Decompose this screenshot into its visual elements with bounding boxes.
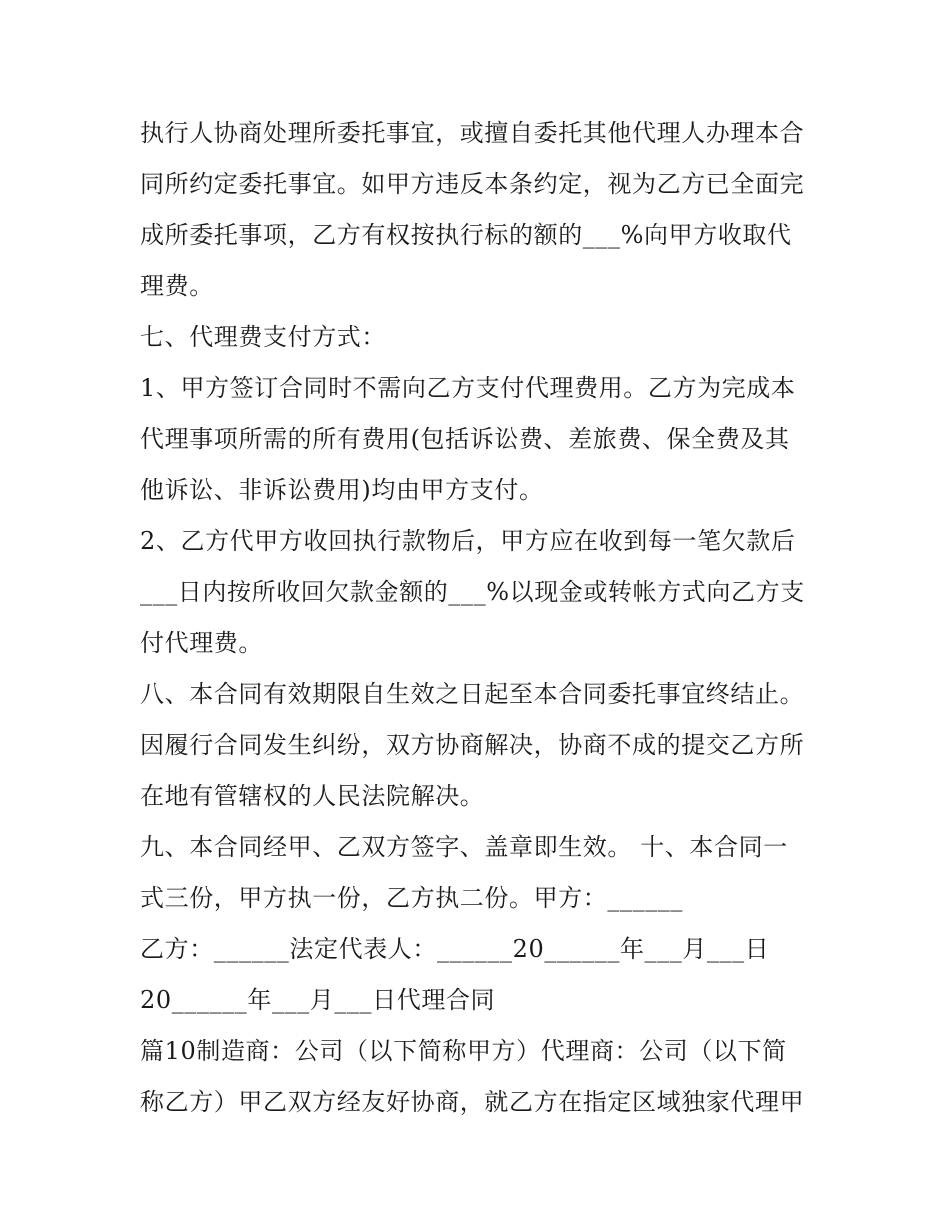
text-line: 篇10制造商：公司（以下简称甲方）代理商：公司（以下简 xyxy=(140,1037,787,1065)
text-line: 2、乙方代甲方收回执行款物后，甲方应在收到每一笔欠款后 xyxy=(140,527,796,555)
text-line: 称乙方）甲乙双方经友好协商，就乙方在指定区域独家代理甲 xyxy=(140,1088,805,1116)
text-line: ___日内按所收回欠款金额的___%以现金或转帐方式向乙方支 xyxy=(140,578,805,606)
text-line: 成所委托事项，乙方有权按执行标的额的___%向甲方收取代 xyxy=(140,221,792,249)
text-line: 八、本合同有效期限自生效之日起至本合同委托事宜终结止。 xyxy=(140,680,805,708)
text-line: 执行人协商处理所委托事宜，或擅自委托其他代理人办理本合 xyxy=(140,119,805,147)
signature-line: 乙方：______法定代表人：______20______年___月___日 xyxy=(140,935,770,963)
text-line: 代理事项所需的所有费用(包括诉讼费、差旅费、保全费及其 xyxy=(140,425,790,453)
document-body xyxy=(140,108,820,1128)
text-line: 同所约定委托事宜。如甲方违反本条约定，视为乙方已全面完 xyxy=(140,170,805,198)
text-line: 1、甲方签订合同时不需向乙方支付代理费用。乙方为完成本 xyxy=(140,374,796,402)
section-heading: 七、代理费支付方式： xyxy=(140,323,386,351)
text-line: 因履行合同发生纠纷，双方协商解决，协商不成的提交乙方所 xyxy=(140,731,805,759)
text-line: 理费。 xyxy=(140,272,214,300)
text-line: 在地有管辖权的人民法院解决。 xyxy=(140,782,485,810)
text-line: 付代理费。 xyxy=(140,629,263,657)
text-line: 式三份，甲方执一份，乙方执二份。甲方：______ xyxy=(140,884,683,912)
text-line: 九、本合同经甲、乙双方签字、盖章即生效。 十、本合同一 xyxy=(140,833,788,861)
signature-line: 20______年___月___日代理合同 xyxy=(140,986,496,1014)
text-line: 他诉讼、非诉讼费用)均由甲方支付。 xyxy=(140,476,544,504)
